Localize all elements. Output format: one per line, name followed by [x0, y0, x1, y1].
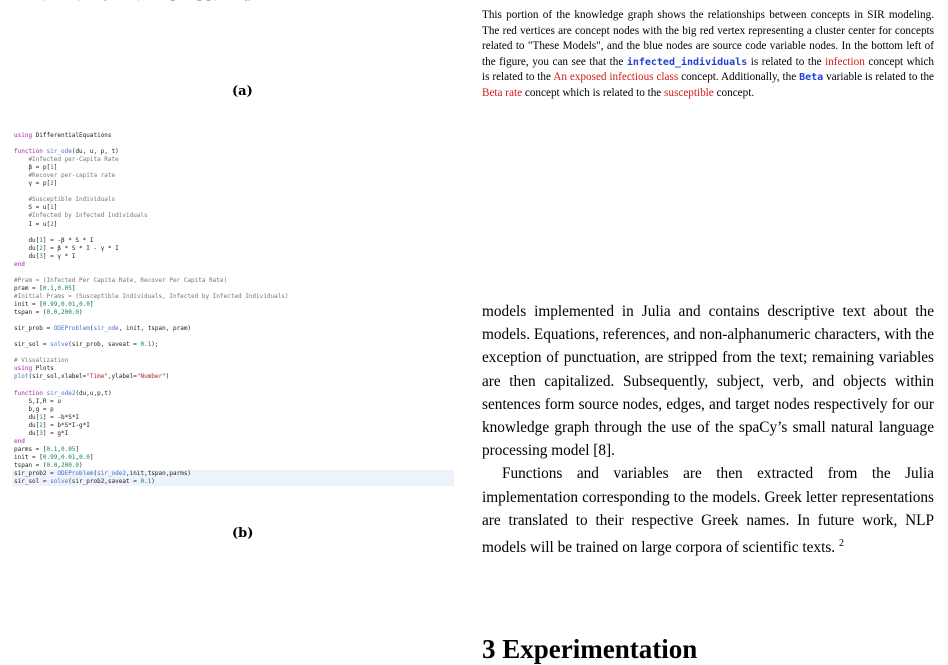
caption-text: concept which is related to the	[522, 86, 665, 99]
code-line	[14, 381, 454, 389]
caption-text: concept. Additionally, the	[678, 71, 800, 83]
figure-label-b: (b)	[232, 526, 254, 541]
code-line: using Plots	[14, 365, 54, 373]
code-line	[14, 188, 454, 196]
code-line: parms = [0.1,0.05]	[14, 445, 80, 453]
code-line: γ = p[2]	[14, 180, 58, 188]
figure-label-a: (a)	[232, 84, 253, 99]
body-text	[482, 300, 934, 559]
code-line: init = [0.99,0.01,0.0]	[14, 453, 94, 461]
code-line: S = u[1]	[14, 204, 58, 212]
caption-text: This portion of the knowledge graph shows the relationships between concepts in SIR modeling. The red vertices are concept nodes with the big red vertex representing a cluster center for concepts related to "These Models", and the blue nodes are source code variable nodes. In the bottom left of the figure, you can see that the	[482, 9, 934, 68]
code-line: #Susceptible Individuals	[14, 196, 116, 204]
code-line	[14, 349, 454, 357]
concept-node-susceptible: susceptible	[664, 86, 714, 99]
code-line: sir_prob2 = ODEProblem(sir_ode2,init,tspan,parms)	[12, 470, 454, 478]
concept-node-exposed-infectious-class: An exposed infectious class	[553, 71, 679, 83]
code-line: pram = [0.1,0.05]	[14, 284, 76, 292]
caption-text: is related to the	[747, 55, 826, 68]
code-line: du[2] = β * S * I - γ * I	[14, 244, 119, 252]
concept-node-beta-rate: Beta rate	[482, 86, 523, 99]
code-line: plot(sir_sol,xlabel="Time",ylabel="Number")	[14, 373, 170, 381]
code-line: S,I,R = u	[14, 397, 61, 405]
code-line: sir_sol = solve(sir_prob2,saveat = 0.1)	[12, 478, 454, 486]
code-line: end	[14, 260, 25, 268]
code-line: sir_sol = solve(sir_prob, saveat = 0.1);	[14, 341, 159, 349]
code-line: du[2] = b*S*I-g*I	[14, 421, 90, 429]
caption-text: concept which is related to the	[482, 55, 934, 83]
footnote-link[interactable]	[28, 0, 252, 1]
footnote-marker[interactable]: 2	[838, 538, 844, 550]
code-line	[14, 333, 454, 341]
code-line: init = [0.99,0.01,0.0]	[14, 300, 94, 308]
body-paragraph-1: models implemented in Julia and contains descriptive text about the models. Equations, references, and non-alphanumeric characters, with the exception of punctuation, are stripped from the text; remaining variables are then capitalized. Subsequently, subject, verb, and objects within sentences form source nodes, edges, and target nodes respectively for our knowledge graph through the use of the spaCy’s small natural language processing model [8].	[482, 303, 934, 460]
body-paragraph-2	[482, 462, 934, 559]
code-line: du[1] = -β * S * I	[14, 236, 94, 244]
code-line: tspan = (0.0,200.0)	[14, 309, 83, 317]
code-line: function sir_ode(du, u, p, t)	[14, 148, 119, 156]
code-line: # Visualization	[14, 357, 69, 365]
code-line: sir_prob = ODEProblem(sir_ode, init, tspan, pram)	[14, 325, 192, 333]
code-line: #Infected by Infected Individuals	[14, 212, 148, 220]
code-line: #Initial Prams = (Susceptible Individuals, Infected by Infected Individuals)	[14, 292, 289, 300]
code-line: using DifferentialEquations	[14, 132, 112, 139]
body-paragraph-2-text: Functions and variables are then extracted from the Julia implementation corresponding to the models. Greek letter representations are translated to their respective Greek names. In future work, NLP models will be trained on large corpora of scientific texts.	[482, 465, 934, 557]
code-line: du[3] = g*I	[14, 429, 69, 437]
code-line: b,g = p	[14, 405, 54, 413]
code-line: function sir_ode2(du,u,p,t)	[14, 389, 112, 397]
code-line: tspan = (0.0,200.0)	[14, 461, 83, 469]
figure-caption	[482, 8, 934, 101]
code-line: #Pram = (Infected Per Capita Rate, Recover Per Capita Rate)	[14, 276, 228, 284]
code-listing	[14, 132, 454, 486]
code-line	[14, 317, 454, 325]
code-line: du[3] = γ * I	[14, 252, 76, 260]
code-line	[14, 140, 454, 148]
variable-node-infected-individuals: infected_individuals	[626, 56, 748, 68]
code-line: end	[14, 437, 25, 445]
concept-node-infection: infection	[825, 55, 865, 68]
code-line: #Recover per-capita rate	[14, 172, 116, 180]
code-line: #Infected per-Capita Rate	[14, 156, 119, 164]
variable-node-beta: Beta	[799, 72, 824, 83]
code-line: du[1] = -b*S*I	[14, 413, 80, 421]
code-line	[14, 229, 454, 237]
caption-text: variable is related to the	[823, 71, 935, 83]
code-line	[14, 269, 454, 277]
code-line: I = u[2]	[14, 220, 58, 228]
section-heading: 3 Experimentation	[482, 634, 698, 664]
code-line: β = p[1]	[14, 164, 58, 172]
caption-text: concept.	[713, 86, 755, 99]
